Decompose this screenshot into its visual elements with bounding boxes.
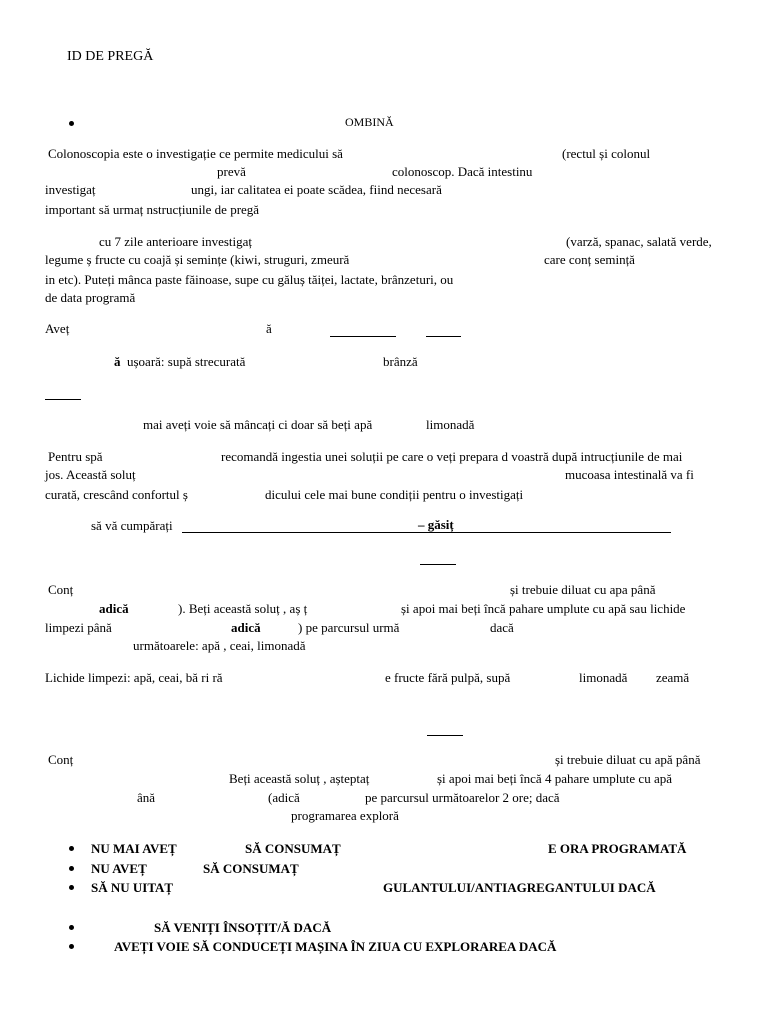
sol1-line-3a: limpezi până: [45, 620, 112, 635]
diet-line-1b: (varză, spanac, salată verde,: [566, 234, 712, 249]
sol2-line-3c: pe parcursul următoarelor 2 ore; dacă: [365, 790, 560, 805]
prep-line-2b: mucoasa intestinală va fi: [565, 467, 694, 482]
rule-5: AVEȚI VOIE SĂ CONDUCEȚI MAȘINA ÎN ZIUA CU EXPLORAREA DACĂ: [114, 939, 557, 954]
sol2-line-3a: ână: [137, 790, 156, 805]
diet-line-1a: cu 7 zile anterioare investigaț: [99, 234, 253, 249]
blank-underline: [45, 399, 81, 400]
prep-line-3a: curată, crescând confortul ș: [45, 487, 188, 502]
sol2-line-4: programarea exploră: [291, 808, 399, 823]
light-food-bold: ă: [114, 354, 121, 369]
clear-liquids-text: Lichide limpezi: apă, ceai, bă ri ră: [45, 670, 223, 685]
bullet-icon: [69, 925, 74, 930]
sol1-line-2c: și apoi mai beți încă pahare umplute cu apă sau lichide: [401, 601, 686, 616]
intro-line-4: important să urmaț nstrucțiunile de pregă: [45, 202, 260, 217]
bullet-icon: [69, 866, 74, 871]
bullet-icon: [69, 944, 74, 949]
sol1-line-3d: dacă: [490, 620, 514, 635]
clear-liquids-text-4: zeamă: [656, 670, 690, 685]
sol2-line-1a: Conț: [48, 752, 74, 767]
intro-line-2b: colonoscop. Dacă intestinu: [392, 164, 533, 179]
intro-line-3a: investigaț: [45, 182, 96, 197]
sol2-line-2b: și apoi mai beți încă 4 pahare umplute cu apă: [437, 771, 672, 786]
drinks-text-2: limonadă: [426, 417, 475, 432]
prep-line-3b: dicului cele mai bune condiții pentru o investigați: [265, 487, 524, 502]
sol1-line-3b: adică: [231, 620, 261, 635]
sol2-line-2a: Beți această soluț , așteptaț: [229, 771, 370, 786]
section-heading: OMBINĂ: [345, 115, 394, 129]
prep-line-2a: jos. Această soluț: [45, 467, 136, 482]
bullet-icon: [69, 885, 74, 890]
bullet-icon: [69, 846, 74, 851]
light-food-text: ușoară: supă strecurată: [127, 354, 246, 369]
rule-2b: SĂ CONSUMAȚ: [203, 861, 299, 876]
rule-3b: GULANTULUI/ANTIAGREGANTULUI DACĂ: [383, 880, 656, 895]
bullet-icon: [69, 121, 74, 126]
buy-text: să vă cumpărați: [91, 518, 173, 533]
rule-1b: SĂ CONSUMAȚ: [245, 841, 341, 856]
intro-line-2a: prevă: [217, 164, 246, 179]
diet-line-2a: legume ș fructe cu coajă și semințe (kiwi, struguri, zmeură: [45, 252, 350, 267]
avet-text: Aveț: [45, 321, 70, 336]
blank-underline: [330, 336, 396, 337]
rule-3a: SĂ NU UITAȚ: [91, 880, 174, 895]
intro-line-3b: ungi, iar calitatea ei poate scădea, fiind necesară: [191, 182, 442, 197]
rule-1c: E ORA PROGRAMATĂ: [548, 841, 687, 856]
prep-line-1a: Pentru spă: [48, 449, 103, 464]
diet-line-3: in etc). Puteți mânca paste făinoase, supe cu găluș tăiței, lactate, brânzeturi, ou: [45, 272, 454, 287]
intro-line-1a: Colonoscopia este o investigație ce permite medicului să: [48, 146, 343, 161]
clear-liquids-text-2: e fructe fără pulpă, supă: [385, 670, 511, 685]
blank-underline: [427, 735, 463, 736]
prep-line-1b: recomandă ingestia unei soluții pe care o veți prepara d voastră după intrucțiunile de mai: [221, 449, 683, 464]
sol1-line-1b: și trebuie diluat cu apa până: [510, 582, 656, 597]
light-food-text-2: brânză: [383, 354, 418, 369]
sol1-line-1a: Conț: [48, 582, 74, 597]
diet-line-2b: care conț semință: [544, 252, 635, 267]
clear-liquids-text-3: limonadă: [579, 670, 628, 685]
buy-text-bold: – găsiț: [418, 517, 454, 532]
avet-text-2: ă: [266, 321, 272, 336]
sol1-line-4: următoarele: apă , ceai, limonadă: [133, 638, 306, 653]
blank-underline: [182, 532, 671, 533]
rule-4: SĂ VENIȚI ÎNSOȚIT/Ă DACĂ: [154, 920, 332, 935]
sol1-line-3c: ) pe parcursul urmă: [298, 620, 400, 635]
rule-2a: NU AVEȚ: [91, 861, 147, 876]
sol1-line-2b: ). Beți această soluț , aș ț: [178, 601, 308, 616]
drinks-text: mai aveți voie să mâncați ci doar să beți apă: [143, 417, 373, 432]
document-title: ID DE PREGĂ: [67, 49, 154, 64]
blank-underline: [426, 336, 461, 337]
sol2-line-1b: și trebuie diluat cu apă până: [555, 752, 701, 767]
sol1-line-2a: adică: [99, 601, 129, 616]
blank-underline: [420, 564, 456, 565]
sol2-line-3b: (adică: [268, 790, 300, 805]
diet-line-4: de data programă: [45, 290, 136, 305]
intro-line-1b: (rectul și colonul: [562, 146, 651, 161]
rule-1a: NU MAI AVEȚ: [91, 841, 177, 856]
